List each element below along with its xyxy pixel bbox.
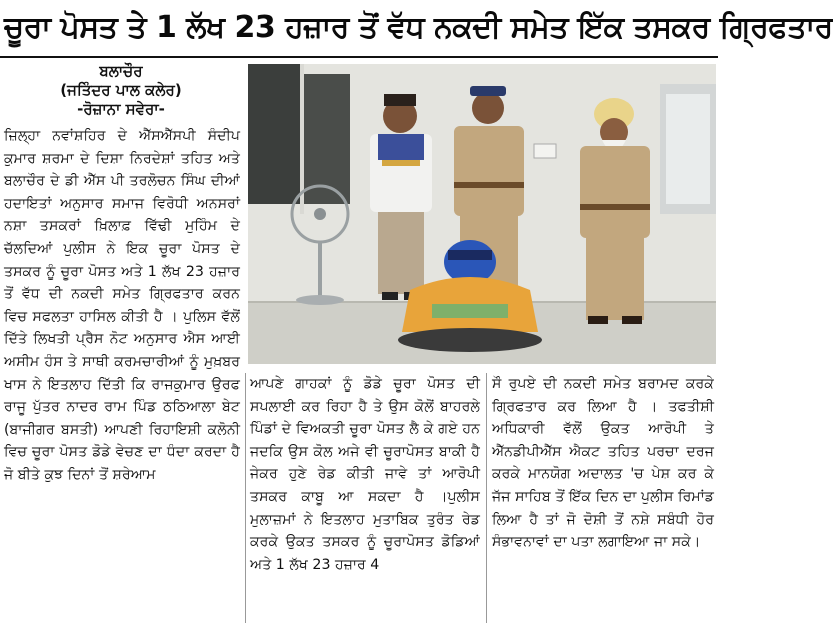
article-column-2 bbox=[250, 373, 480, 627]
headline-divider bbox=[0, 56, 718, 58]
news-photo bbox=[248, 64, 716, 364]
column-3-text: ਸੌ ਰੁਪਏ ਦੀ ਨਕਦੀ ਸਮੇਤ ਬਰਾਮਦ ਕਰਕੇ ਗ੍ਰਿਫਤਾਰ ਕਰ ਲਿਆ ਹੈ । ਤਫਤੀਸ਼ੀ ਅਧਿਕਾਰੀ ਵੱਲੋਂ ਉਕਤ ਆਰੋਪੀ ਤੇ ਐੱਨਡੀਪੀਐੱਸ ਐਕਟ ਤਹਿਤ ਪਰਚਾ ਦਰਜ ਕਰਕੇ ਮਾਨਯੋਗ ਅਦਾਲਤ 'ਚ ਪੇਸ਼ ਕਰ ਕੇ ਜੱਜ ਸਾਹਿਬ ਤੋਂ ਇੱਕ ਦਿਨ ਦਾ ਪੁਲੀਸ ਰਿਮਾਂਡ ਲਿਆ ਹੈ ਤਾਂ ਜੋ ਦੋਸ਼ੀ ਤੋਂ ਨਸ਼ੇ ਸਬੰਧੀ ਹੋਰ ਸੰਭਾਵਨਾਵਾਂ ਦਾ ਪਤਾ ਲਗਾਇਆ ਜਾ ਸਕੇ। bbox=[492, 376, 714, 551]
article-column-3 bbox=[492, 373, 714, 627]
byline bbox=[0, 62, 242, 119]
column-1-text: ਜ਼ਿਲ੍ਹਾ ਨਵਾਂਸ਼ਹਿਰ ਦੇ ਐੱਸਐੱਸਪੀ ਸੰਦੀਪ ਕੁਮਾਰ ਸ਼ਰਮਾ ਦੇ ਦਿਸ਼ਾ ਨਿਰਦੇਸ਼ਾਂ ਤਹਿਤ ਅਤੇ ਬਲਾਚੌਰ ਦੇ ਡੀ ਐੱਸ ਪੀ ਤਰਲੋਚਨ ਸਿੰਘ ਦੀਆਂ ਹਦਾਇਤਾਂ ਅਨੁਸਾਰ ਸਮਾਜ ਵਿਰੋਧੀ ਅਨਸਰਾਂ ਨਸ਼ਾ ਤਸਕਰਾਂ ਖ਼ਿਲਾਫ਼ ਵਿੱਢੀ ਮੁਹਿੰਮ ਦੇ ਚੱਲਦਿਆਂ ਪੁਲੀਸ ਨੇ ਇਕ ਚੂਰਾ ਪੋਸਤ ਦੇ ਤਸਕਰ ਨੂੰ ਚੂਰਾ ਪੋਸਤ ਅਤੇ 1 ਲੱਖ 23 ਹਜ਼ਾਰ ਤੋਂ ਵੱਧ ਦੀ ਨਕਦੀ ਸਮੇਤ ਗ੍ਰਿਫਤਾਰ ਕਰਨ ਵਿਚ ਸਫਲਤਾ ਹਾਸਿਲ ਕੀਤੀ ਹੈ । ਪੁਲਿਸ ਵੱਲੋਂ ਦਿੱਤੇ ਲਿਖਤੀ ਪ੍ਰੈਸ ਨੋਟ ਅਨੁਸਾਰ ਐਸ ਆਈ ਅਸੀਮ ਹੰਸ ਤੇ ਸਾਥੀ ਕਰਮਚਾਰੀਆਂ ਨੂੰ ਮੁਖ਼ਬਰ ਖਾਸ ਨੇ ਇਤਲਾਹ ਦਿੱਤੀ ਕਿ ਰਾਜਕੁਮਾਰ ਉਰਫ ਰਾਜੂ ਪੁੱਤਰ ਨਾਦਰ ਰਾਮ ਪਿੰਡ ਠਠਿਆਲਾ ਬੇਟ (ਬਾਜੀਗਰ ਬਸਤੀ) ਆਪਣੀ ਰਿਹਾਇਸ਼ੀ ਕਲੋਨੀ ਵਿਚ ਚੂਰਾ ਪੋਸਤ ਡੋਡੇ ਵੇਚਣ ਦਾ ਧੰਦਾ ਕਰਦਾ ਹੈ ਜੋ ਬੀਤੇ ਕੁਝ ਦਿਨਾਂ ਤੋਂ ਸ਼ਰੇਆਮ bbox=[4, 128, 240, 483]
article-column-1 bbox=[4, 125, 240, 625]
police-arrest-photo bbox=[248, 64, 716, 364]
column-divider-1 bbox=[245, 373, 246, 623]
headline: ਚੂਰਾ ਪੋਸਤ ਤੇ 1 ਲੱਖ 23 ਹਜ਼ਾਰ ਤੋਂ ਵੱਧ ਨਕਦੀ ਸਮੇਤ ਇੱਕ ਤਸਕਰ ਗ੍ਰਿਫਤਾਰ bbox=[4, 10, 833, 45]
column-divider-2 bbox=[486, 373, 487, 623]
publication-name: -ਰੋਜ਼ਾਨਾ ਸਵੇਰਾ- bbox=[77, 100, 165, 118]
column-2-text: ਆਪਣੇ ਗਾਹਕਾਂ ਨੂੰ ਡੋਡੇ ਚੂਰਾ ਪੋਸਤ ਦੀ ਸਪਲਾਈ ਕਰ ਰਿਹਾ ਹੈ ਤੇ ਉਸ ਕੋਲੋਂ ਬਾਹਰਲੇ ਪਿੰਡਾਂ ਦੇ ਵਿਅਕਤੀ ਚੂਰਾ ਪੋਸਤ ਲੈ ਕੇ ਗਏ ਹਨ ਜਦਕਿ ਉਸ ਕੋਲ ਅਜੇ ਵੀ ਚੂਰਾਪੋਸਤ ਬਾਕੀ ਹੈ ਜੇਕਰ ਹੁਣੇ ਰੇਡ ਕੀਤੀ ਜਾਵੇ ਤਾਂ ਆਰੋਪੀ ਤਸਕਰ ਕਾਬੂ ਆ ਸਕਦਾ ਹੈ ।ਪੁਲੀਸ ਮੁਲਾਜ਼ਮਾਂ ਨੇ ਇਤਲਾਹ ਮੁਤਾਬਿਕ ਤੁਰੰਤ ਰੇਡ ਕਰਕੇ ਉਕਤ ਤਸਕਰ ਨੂੰ ਚੂਰਾਪੋਸਤ ਡੋਡਿਆਂ ਅਤੇ 1 ਲੱਖ 23 ਹਜ਼ਾਰ 4 bbox=[250, 376, 480, 573]
dateline: ਬਲਾਚੌਰ bbox=[99, 62, 143, 80]
reporter-name: (ਜਤਿੰਦਰ ਪਾਲ ਕਲੇਰ) bbox=[60, 81, 182, 99]
